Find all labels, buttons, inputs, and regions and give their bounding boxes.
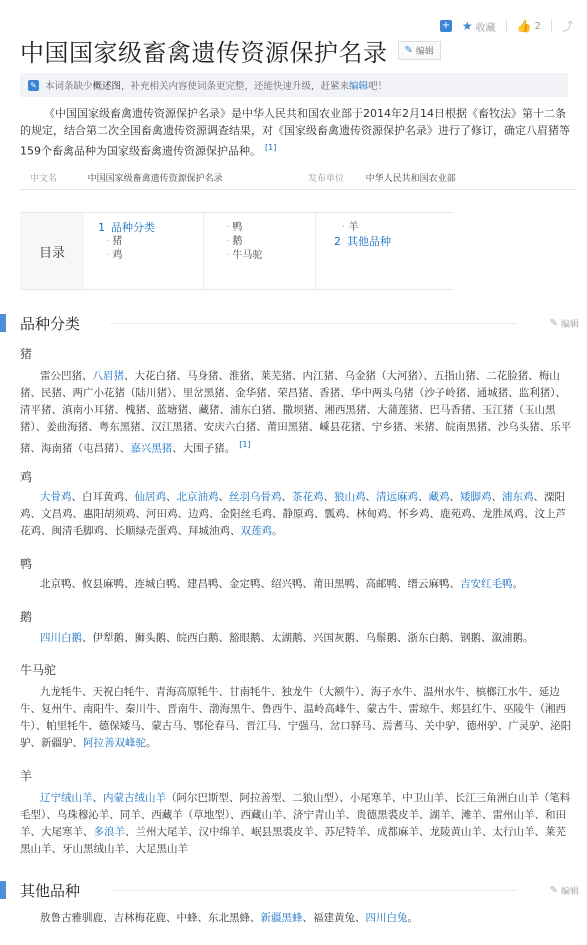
notice-edit-link[interactable]: 编辑	[349, 81, 369, 92]
info-value: 中华人民共和国农业部	[365, 174, 456, 184]
pencil-icon: ✎	[549, 884, 558, 896]
page-title: 中国国家级畜禽遗传资源保护名录	[20, 39, 388, 67]
section-divider	[110, 890, 517, 891]
section-edit-button[interactable]: ✎ 编辑	[549, 884, 579, 897]
subsection-title-chicken: 鸡	[20, 470, 33, 484]
like-count: 2	[534, 20, 541, 32]
subsection-title-goose: 鹅	[20, 610, 33, 624]
breed-link[interactable]: 辽宁绒山羊	[40, 792, 93, 804]
duck-breeds-paragraph: 北京鸭、攸县麻鸭、连城白鸭、建昌鸭、金定鸭、绍兴鸭、莆田黑鸭、高邮鸭、缙云麻鸭、吉安红毛鸭。	[40, 578, 523, 590]
pig-breeds-paragraph: 雷公凹猪、八眉猪、大花白猪、马身猪、淮猪、莱芜猪、内江猪、乌金猪（大河猪）、五指山猪、二花脸猪、梅山猪、民猪、两广小花猪（陆川猪）、里岔黑猪、金华猪、荣昌猪、香猪、华中两头乌猪（沙子岭猪、通城猪、监利猪）、清平猪、滇南小耳猪、槐猪、蓝塘猪、藏猪、浦东白猪、撒坝猪、湘西黑猪、大蒲莲猪、巴马香猪、玉江猪（玉山黑猪）、姜曲海猪、粤东黑猪、汉江黑猪、安庆六白猪、莆田黑猪、嵊县花猪、宁乡猪、米猪、皖南黑猪、沙乌头猪、乐平猪、海南猪（屯昌猪）、嘉兴黑猪、大围子猪。 [1]	[20, 370, 572, 455]
reference-link[interactable]: [1]	[239, 440, 251, 449]
section-title: 品种分类	[20, 314, 81, 333]
toc-column	[316, 213, 436, 289]
toc-column	[84, 213, 204, 289]
toc-subitem-cattle[interactable]: · 牛马驼	[218, 249, 315, 263]
thumbs-up-icon: 👍	[516, 19, 532, 33]
breed-link[interactable]: 四川白兔	[365, 912, 408, 924]
breed-link[interactable]: 吉安红毛鸭	[460, 578, 513, 590]
intro-paragraph: 《中国国家级畜禽遗传资源保护名录》是中华人民共和国农业部于2014年2月14日根据《畜牧法》第十二条的规定，结合第二次全国畜禽遗传资源调查结果，对《国家级畜禽遗传资源保护名录》进行了修订，确定八眉猪等159个畜禽品种为国家级畜禽遗传资源保护品种。 [1]	[20, 107, 570, 158]
section-edit-button[interactable]: ✎ 编辑	[549, 317, 579, 330]
breed-link[interactable]: 狼山鸡	[334, 491, 366, 503]
breed-link[interactable]: 仙居鸡	[134, 491, 166, 503]
breed-link[interactable]: 阿拉善双峰驼	[83, 737, 146, 749]
info-key: 发布单位	[308, 174, 345, 184]
goose-breeds-paragraph: 四川白鹅、伊犁鹅、狮头鹅、皖西白鹅、豁眼鹅、太湖鹅、兴国灰鹅、乌鬃鹅、浙东白鹅、钢鹅、溆浦鹅。	[40, 632, 534, 644]
collect-button[interactable]	[462, 19, 496, 34]
toc-item-other[interactable]: 2 其他品种	[334, 235, 391, 248]
breed-link[interactable]: 北京油鸡	[176, 491, 219, 503]
toc-item-breeds[interactable]: 1 品种分类	[98, 221, 155, 234]
pencil-icon: ✎	[549, 317, 558, 329]
basic-info	[20, 166, 576, 190]
breed-link[interactable]: 丝羽乌骨鸡	[229, 491, 282, 503]
edit-notice-icon: ✎	[28, 80, 39, 91]
cattle-breeds-paragraph: 九龙牦牛、天祝白牦牛、青海高原牦牛、甘南牦牛、独龙牛（大额牛）、海子水牛、温州水牛、槟榔江水牛、延边牛、复州牛、南阳牛、秦川牛、晋南牛、渤海黑牛、鲁西牛、温岭高峰牛、蒙古牛、雷琼牛、郏县红牛、巫陵牛（湘西牛）、帕里牦牛、德保矮马、蒙古马、鄂伦春马、晋江马、宁强马、岔口驿马、焉耆马、关中驴、德州驴、广灵驴、泌阳驴、新疆驴、阿拉善双峰驼。	[20, 686, 572, 749]
info-value: 中国国家级畜禽遗传资源保护名录	[87, 174, 223, 184]
section-header-other	[0, 879, 587, 901]
toc-column	[204, 213, 316, 289]
toolbar-divider	[551, 20, 552, 32]
breed-link[interactable]: 新疆黑蜂	[260, 912, 303, 924]
toc-subitem-goose[interactable]: · 鹅	[218, 235, 315, 249]
subsection-title-pig: 猪	[20, 347, 33, 361]
breed-link[interactable]: 八眉猪	[92, 370, 124, 382]
toc-subitem-pig[interactable]: · 猪	[98, 235, 203, 249]
breed-link[interactable]: 浦东鸡	[502, 491, 534, 503]
chicken-breeds-paragraph: 大骨鸡、白耳黄鸡、仙居鸡、北京油鸡、丝羽乌骨鸡、茶花鸡、狼山鸡、清远麻鸡、藏鸡、矮脚鸡、浦东鸡、溧阳鸡、文昌鸡、惠阳胡须鸡、河田鸡、边鸡、金阳丝毛鸡、静原鸡、瓢鸡、林甸鸡、怀乡鸡、鹿苑鸡、龙胜凤鸡、汶上芦花鸡、闽清毛脚鸡、长顺绿壳蛋鸡、拜城油鸡、双莲鸡。	[20, 491, 566, 537]
pencil-icon: ✎	[404, 45, 413, 56]
subsection-title-sheep: 羊	[20, 769, 33, 783]
other-breeds-paragraph: 敖鲁古雅驯鹿、吉林梅花鹿、中蜂、东北黑蜂、新疆黑蜂、福建黄兔、四川白兔。	[40, 912, 418, 924]
section-divider	[110, 323, 517, 324]
info-key: 中文名	[30, 174, 58, 184]
breed-link[interactable]: 嘉兴黑猪	[130, 442, 173, 455]
star-icon: ★	[461, 19, 473, 33]
reference-link[interactable]: [1]	[265, 143, 277, 152]
sheep-breeds-paragraph: 辽宁绒山羊、内蒙古绒山羊（阿尔巴斯型、阿拉善型、二狼山型）、小尾寒羊、中卫山羊、长江三角洲白山羊（笔料毛型）、乌珠穆沁羊、同羊、西藏羊（草地型）、西藏山羊、济宁青山羊、贵德黑裘皮羊、湖羊、滩羊、雷州山羊、和田羊、大尾寒羊、多浪羊、兰州大尾羊、汉中绵羊、岷县黑裘皮羊、苏尼特羊、成都麻羊、龙陵黄山羊、太行山羊、莱芜黑山羊、牙山黑绒山羊、大足黑山羊	[20, 792, 571, 855]
share-icon[interactable]: ⤴	[562, 20, 573, 33]
section-title: 其他品种	[20, 881, 81, 900]
top-toolbar	[440, 18, 573, 34]
breed-link[interactable]: 矮脚鸡	[460, 491, 492, 503]
breed-link[interactable]: 清远麻鸡	[376, 491, 418, 503]
like-button[interactable]	[517, 19, 541, 33]
notice-text: 本词条缺少概述图，补充相关内容使词条更完整，还能快速升级，赶紧来编辑吧！	[45, 81, 388, 92]
toc-label: 目录	[20, 213, 84, 289]
breed-link[interactable]: 多浪羊	[93, 826, 125, 838]
toc-subitem-sheep[interactable]: · 羊	[334, 221, 436, 235]
collect-label: 收藏	[475, 22, 496, 34]
section-header-breeds	[0, 312, 587, 334]
toc-subitem-duck[interactable]: · 鸭	[218, 221, 315, 235]
table-of-contents	[20, 212, 454, 290]
toc-subitem-chicken[interactable]: · 鸡	[98, 249, 203, 263]
breed-link[interactable]: 双莲鸡	[240, 525, 272, 537]
breed-link[interactable]: 四川白鹅	[40, 632, 82, 644]
breed-link[interactable]: 茶花鸡	[292, 491, 324, 503]
subsection-title-cattle-horse-camel: 牛马驼	[20, 663, 57, 677]
edit-label: 编辑	[415, 47, 434, 57]
title-row	[20, 33, 441, 68]
breed-link[interactable]: 内蒙古绒山羊	[103, 792, 166, 804]
section-accent-bar	[0, 881, 6, 899]
plus-icon[interactable]: +	[441, 20, 451, 31]
notice-bar	[20, 73, 568, 97]
toolbar-divider	[506, 20, 507, 32]
subsection-title-duck: 鸭	[20, 557, 33, 571]
section-accent-bar	[0, 314, 6, 332]
breed-link[interactable]: 藏鸡	[428, 491, 450, 503]
edit-button[interactable]	[398, 41, 441, 60]
breed-link[interactable]: 大骨鸡	[40, 491, 72, 503]
